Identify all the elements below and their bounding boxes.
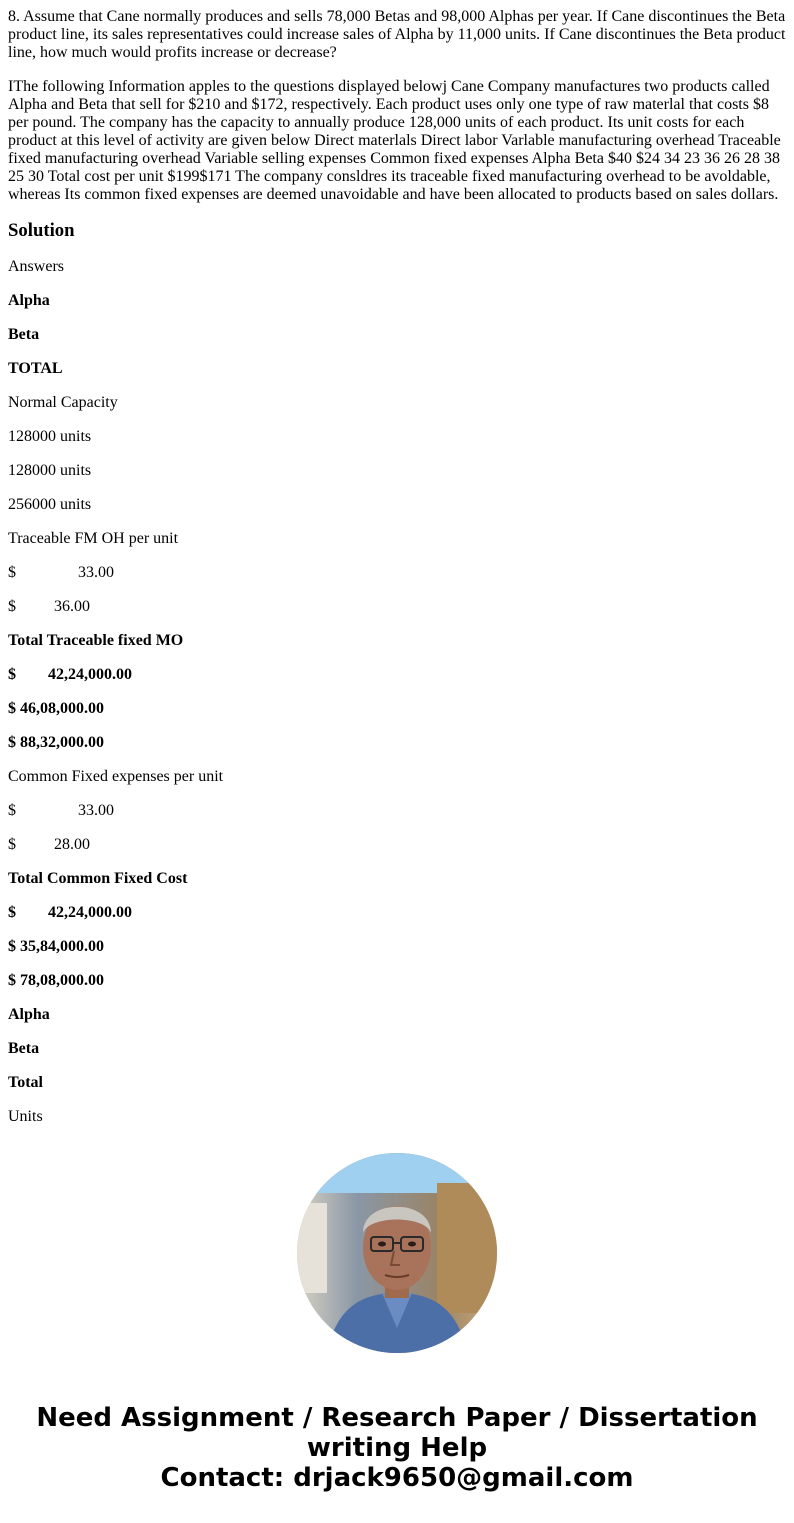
value: 88,32,000.00: [20, 734, 104, 751]
common-per-unit-beta: [8, 836, 788, 854]
total-traceable-alpha: [8, 666, 788, 684]
normal-capacity-label: Normal Capacity: [8, 394, 118, 411]
question-info: IThe following Information apples to the questions displayed belowj Cane Company manufactures two products called Alpha and Beta that sell for $210 and $172, respectively. Each product uses only one type of raw materlal that costs $8 per pound. The company has the capacity to annually produce 128,000 units of each product. Its unit costs for each product at this level of activity are given below Direct materlals Direct labor Varlable manufacturing overhead Traceable fixed manufacturing overhead Variable selling expenses Common fixed expenses Alpha Beta $40 $24 34 23 36 26 28 38 25 30 Total cost per unit $199$171 The company consldres its traceable fixed manufacturing overhead to be avoldable, whereas Its common fixed expenses are deemed unavoidable and have been allocated to products based on sales dollars.: [8, 78, 781, 203]
currency-symbol: $: [8, 598, 16, 615]
promo-line-help: Need Assignment / Research Paper / Dissertation writing Help: [36, 1403, 758, 1463]
col2-beta: Beta: [8, 1040, 40, 1057]
promo-line-contact: Contact: drjack9650@gmail.com: [160, 1463, 634, 1493]
total-common-label: Total Common Fixed Cost: [8, 870, 188, 887]
col2-total: Total: [8, 1074, 43, 1091]
total-common-alpha: [8, 904, 788, 922]
value: 78,08,000.00: [20, 972, 104, 989]
normal-capacity-total: 256000 units: [8, 496, 92, 513]
traceable-per-unit-alpha: [8, 564, 788, 582]
currency-symbol: $: [8, 836, 16, 853]
col2-alpha: Alpha: [8, 1006, 50, 1023]
solution-heading: Solution: [8, 220, 75, 241]
total-traceable-label: Total Traceable fixed MO: [8, 632, 184, 649]
currency-symbol: $: [8, 904, 16, 921]
answers-label: Answers: [8, 258, 64, 275]
value: 33.00: [78, 564, 114, 581]
currency-symbol: $: [8, 700, 16, 717]
total-traceable-total: [8, 734, 788, 752]
normal-capacity-alpha: 128000 units: [8, 428, 92, 445]
value: 33.00: [78, 802, 114, 819]
author-avatar: [297, 1153, 497, 1353]
currency-symbol: $: [8, 564, 16, 581]
currency-symbol: $: [8, 972, 16, 989]
common-per-unit-label: Common Fixed expenses per unit: [8, 768, 224, 785]
currency-symbol: $: [8, 734, 16, 751]
total-common-beta: [8, 938, 788, 956]
value: 46,08,000.00: [20, 700, 104, 717]
value: 42,24,000.00: [48, 904, 132, 921]
common-per-unit-alpha: [8, 802, 788, 820]
col-alpha: Alpha: [8, 292, 50, 309]
value: 42,24,000.00: [48, 666, 132, 683]
question-text: 8. Assume that Cane normally produces and sells 78,000 Betas and 98,000 Alphas per year. If Cane discontinues the Beta product line, its sales representatives could increase sales of Alpha by 11,000 units. If Cane discontinues the Beta product line, how much would profits increase or decrease?: [8, 8, 786, 61]
traceable-per-unit-beta: [8, 598, 788, 616]
total-common-total: [8, 972, 788, 990]
units-label: Units: [8, 1108, 43, 1122]
normal-capacity-beta: 128000 units: [8, 462, 92, 479]
currency-symbol: $: [8, 666, 16, 683]
total-traceable-beta: [8, 700, 788, 718]
promo-banner: [0, 1403, 794, 1493]
value: 35,84,000.00: [20, 938, 104, 955]
value: 28.00: [54, 836, 90, 853]
col-total: TOTAL: [8, 360, 63, 377]
avatar-portrait: [297, 1153, 497, 1353]
currency-symbol: $: [8, 938, 16, 955]
document-content: [8, 8, 788, 1122]
value: 36.00: [54, 598, 90, 615]
currency-symbol: $: [8, 802, 16, 819]
col-beta: Beta: [8, 326, 40, 343]
traceable-per-unit-label: Traceable FM OH per unit: [8, 530, 179, 547]
